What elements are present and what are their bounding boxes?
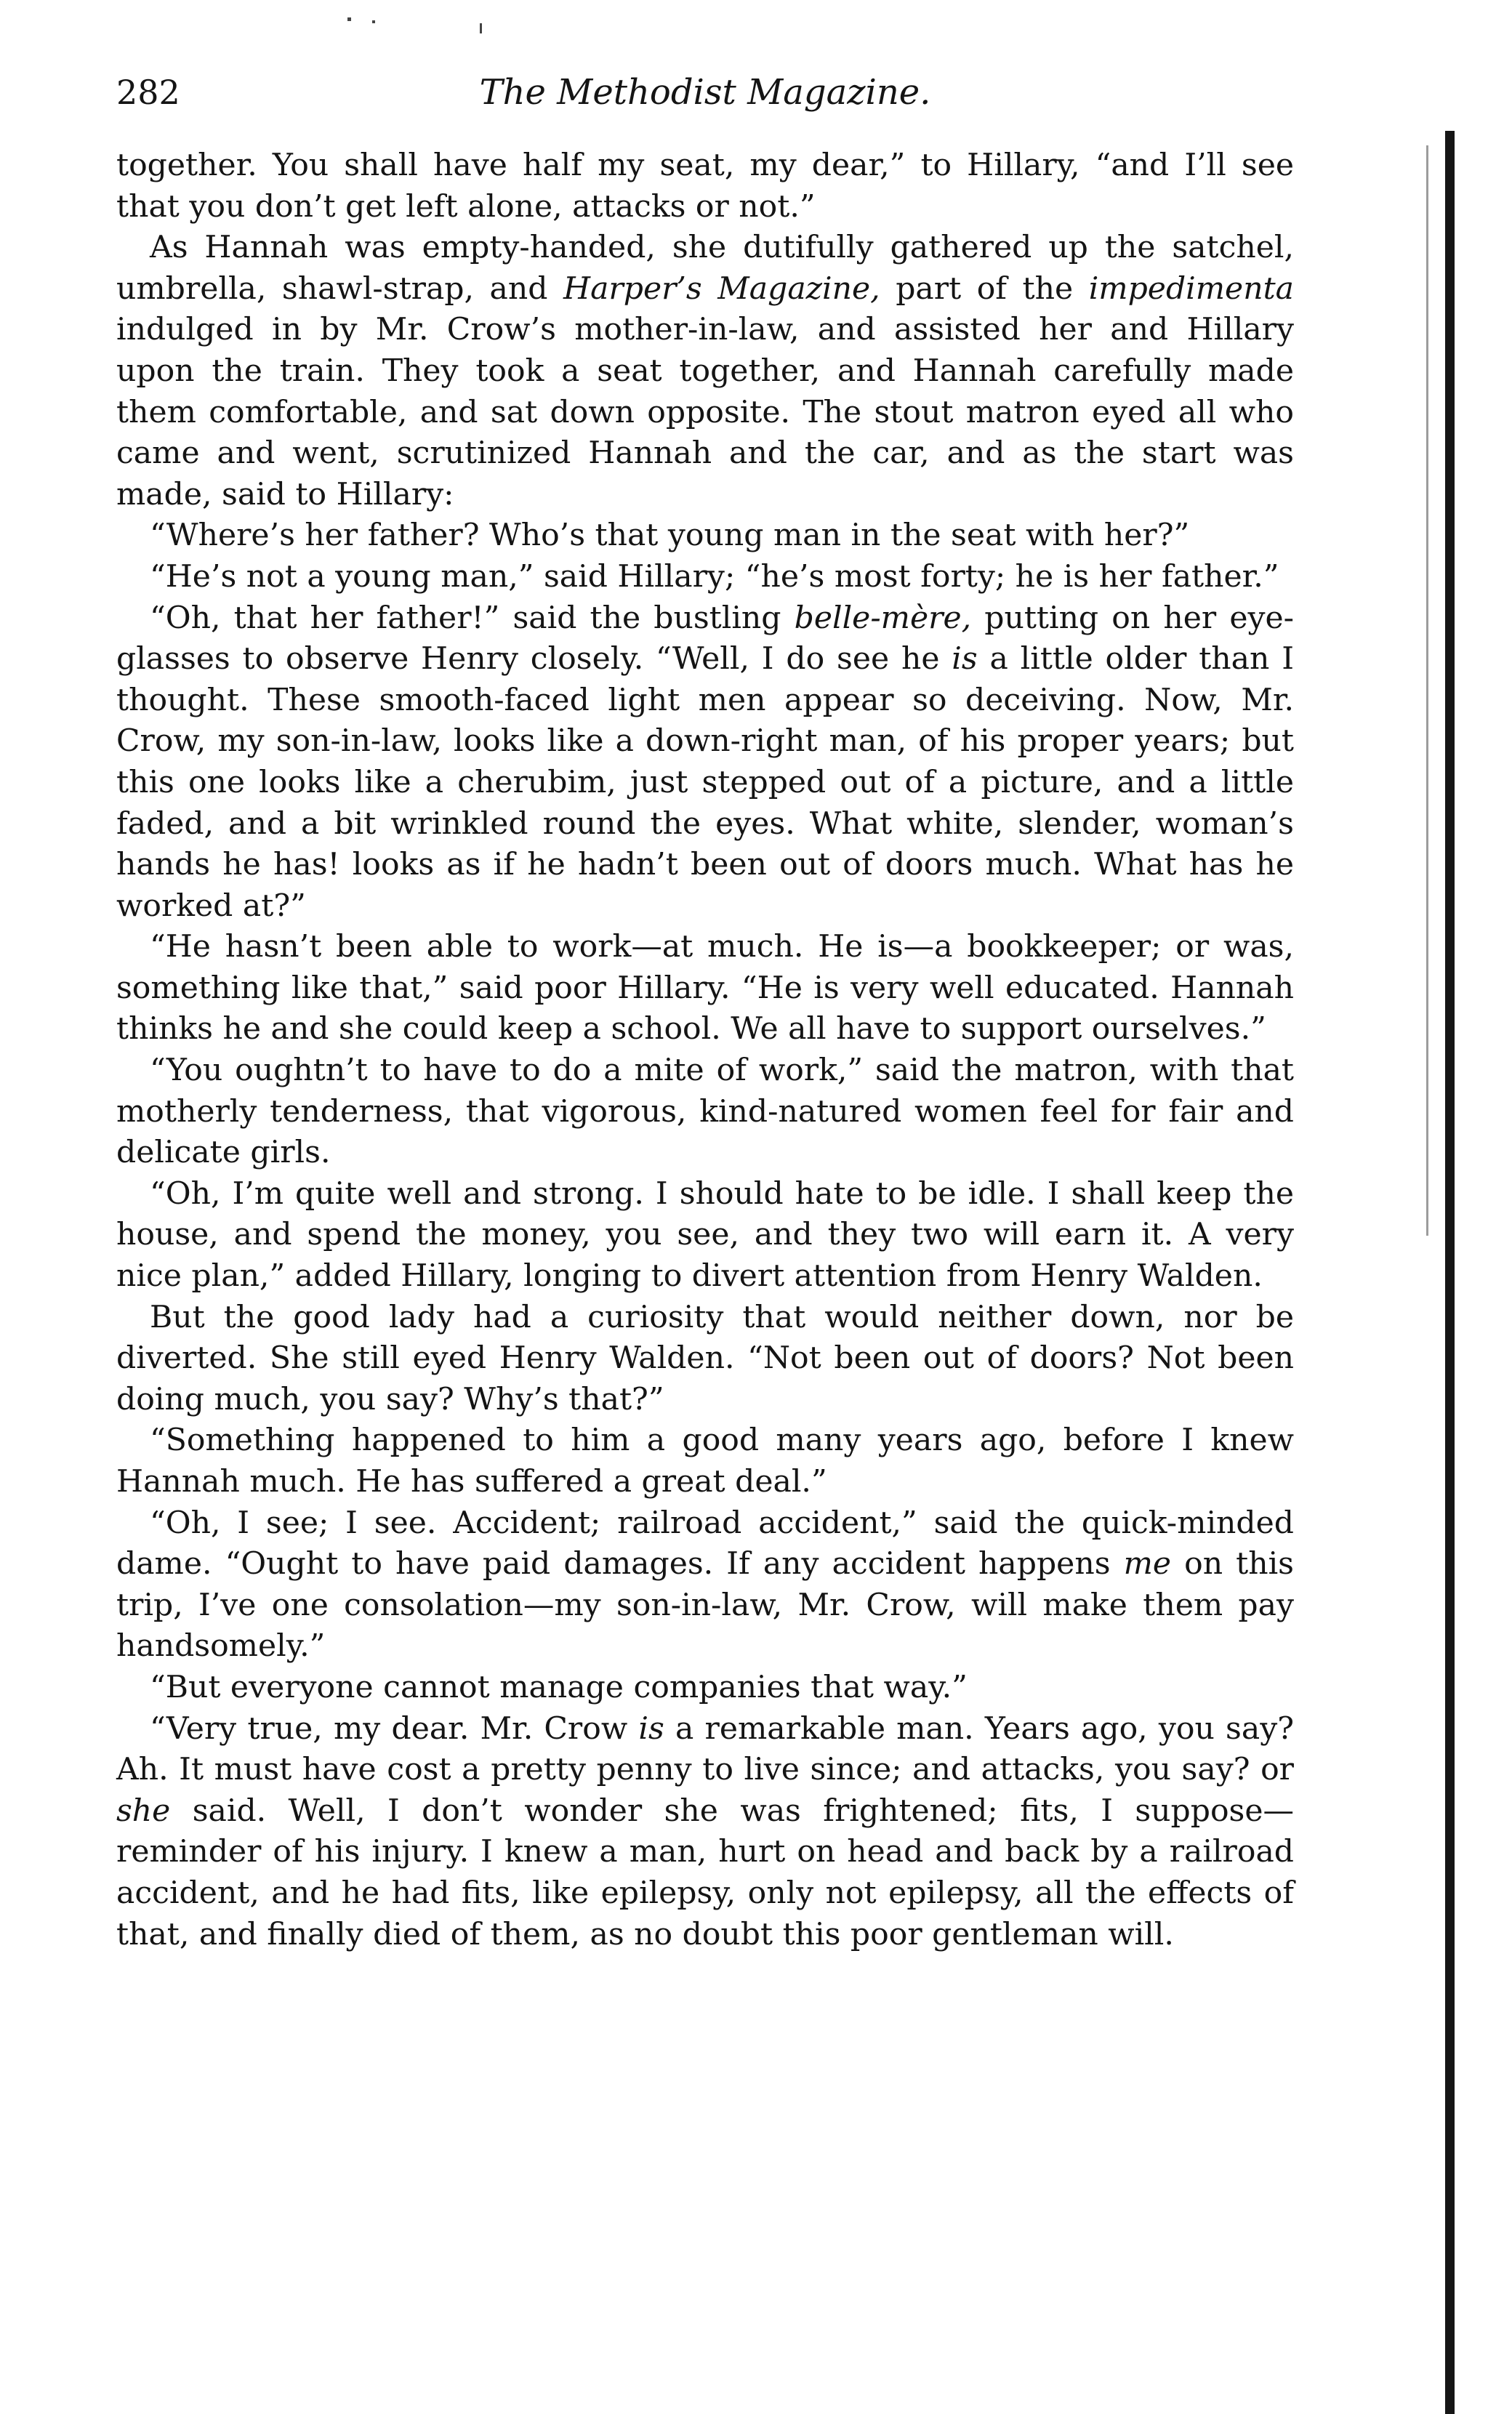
paragraph <box>116 1503 1294 1667</box>
paragraph <box>116 1297 1294 1421</box>
paragraph <box>116 557 1294 598</box>
scan-speck <box>372 20 375 23</box>
italic-text: belle-mère, <box>794 600 972 636</box>
page-number: 282 <box>116 73 180 112</box>
scan-edge-bar <box>1445 131 1455 2414</box>
italic-text: she <box>116 1793 171 1829</box>
text-run: a remarkable man. Years ago, you say? Ah. It must have cost a pretty penny to live since; and attacks, you say? or <box>116 1710 1294 1788</box>
text-run: “Oh, I see; I see. Accident; railroad accident,” said the quick-minded dame. “Ought to have paid damages. If any accident happens <box>116 1505 1294 1582</box>
text-run: on this trip, I’ve one consolation—my son-in-law, Mr. Crow, will make them pay handsomely.” <box>116 1546 1294 1665</box>
italic-text: is <box>952 641 978 677</box>
text-run: “Oh, that her father!” said the bustling <box>150 600 795 636</box>
text-run: “Oh, I’m quite well and strong. I should hate to be idle. I shall keep the house, and spend the money, you see, and they two will earn it. A very nice plan,” added Hillary, longing to divert attention from Henry Walden. <box>116 1175 1294 1295</box>
scan-speck <box>480 23 482 33</box>
text-run: a little older than I thought. These smooth-faced light men appear so deceiving. Now, Mr. Crow, my son-in-law, looks like a down-right man, of his proper years; but this one looks like a cherubim, just stepped out of a picture, and a little faded, and a bit wrinkled round the eyes. What white, slender, woman’s hands he has! looks as if he hadn’t been out of doors much. What has he worked at?” <box>116 641 1294 924</box>
paragraph <box>116 1174 1294 1297</box>
paragraph <box>116 1667 1294 1709</box>
text-run: “Where’s her father? Who’s that young man in the seat with her?” <box>150 518 1190 554</box>
italic-text: is <box>638 1710 664 1747</box>
scan-shadow <box>1426 145 1428 1236</box>
paragraph <box>116 145 1294 228</box>
text-run: “He’s not a young man,” said Hillary; “he’s most forty; he is her father.” <box>150 558 1279 595</box>
body-text <box>116 145 1294 1955</box>
text-run: “But everyone cannot manage companies that way.” <box>150 1669 968 1705</box>
italic-text: Harper’s Magazine, <box>563 270 880 307</box>
paragraph <box>116 1420 1294 1502</box>
paragraph <box>116 515 1294 557</box>
text-run: said. Well, I don’t wonder she was frightened; fits, I suppose—reminder of his injury. I knew a man, hurt on head and back by a railroad accident, and he had fits, like epilepsy, only not epilepsy, all the effects of that, and finally died of them, as no doubt this poor gentleman will. <box>116 1793 1294 1952</box>
paragraph <box>116 927 1294 1050</box>
text-run: part of the <box>880 270 1089 307</box>
italic-text: impedimenta <box>1088 270 1294 307</box>
text-run: together. You shall have half my seat, my dear,” to Hillary, “and I’ll see that you don’t get left alone, attacks or not.” <box>116 148 1294 225</box>
paragraph <box>116 1050 1294 1174</box>
paragraph <box>116 1709 1294 1956</box>
paragraph <box>116 228 1294 515</box>
text-run: “Very true, my dear. Mr. Crow <box>150 1710 639 1747</box>
running-title: The Methodist Magazine. <box>479 72 931 113</box>
text-run: “He hasn’t been able to work—at much. He is—a bookkeeper; or was, something like that,” said poor Hillary. “He is very well educated. Hannah thinks he and she could keep a school. We all have to support ourselves.” <box>116 929 1294 1047</box>
text-run: As Hannah was empty-handed, she dutifully gathered up the satchel, umbrella, shawl-strap, and <box>116 230 1294 307</box>
italic-text: me <box>1123 1546 1172 1582</box>
text-run: putting on her eye-glasses to observe Henry closely. “Well, I do see he <box>116 600 1294 677</box>
text-run: “Something happened to him a good many years ago, before I knew Hannah much. He has suffered a great deal.” <box>116 1423 1294 1500</box>
page-header <box>116 67 1294 118</box>
text-run: But the good lady had a curiosity that would neither down, nor be diverted. She still eyed Henry Walden. “Not been out of doors? Not been doing much, you say? Why’s that?” <box>116 1299 1294 1417</box>
scan-speck <box>347 17 351 21</box>
paragraph <box>116 598 1294 928</box>
text-run: indulged in by Mr. Crow’s mother-in-law, and assisted her and Hillary upon the train. They took a seat together, and Hannah carefully made them comfortable, and sat down opposite. The stout matron eyed all who came and went, scrutinized Hannah and the car, and as the start was made, said to Hillary: <box>116 312 1294 512</box>
text-run: “You oughtn’t to have to do a mite of work,” said the matron, with that motherly tenderness, that vigorous, kind-natured women feel for fair and delicate girls. <box>116 1053 1294 1171</box>
